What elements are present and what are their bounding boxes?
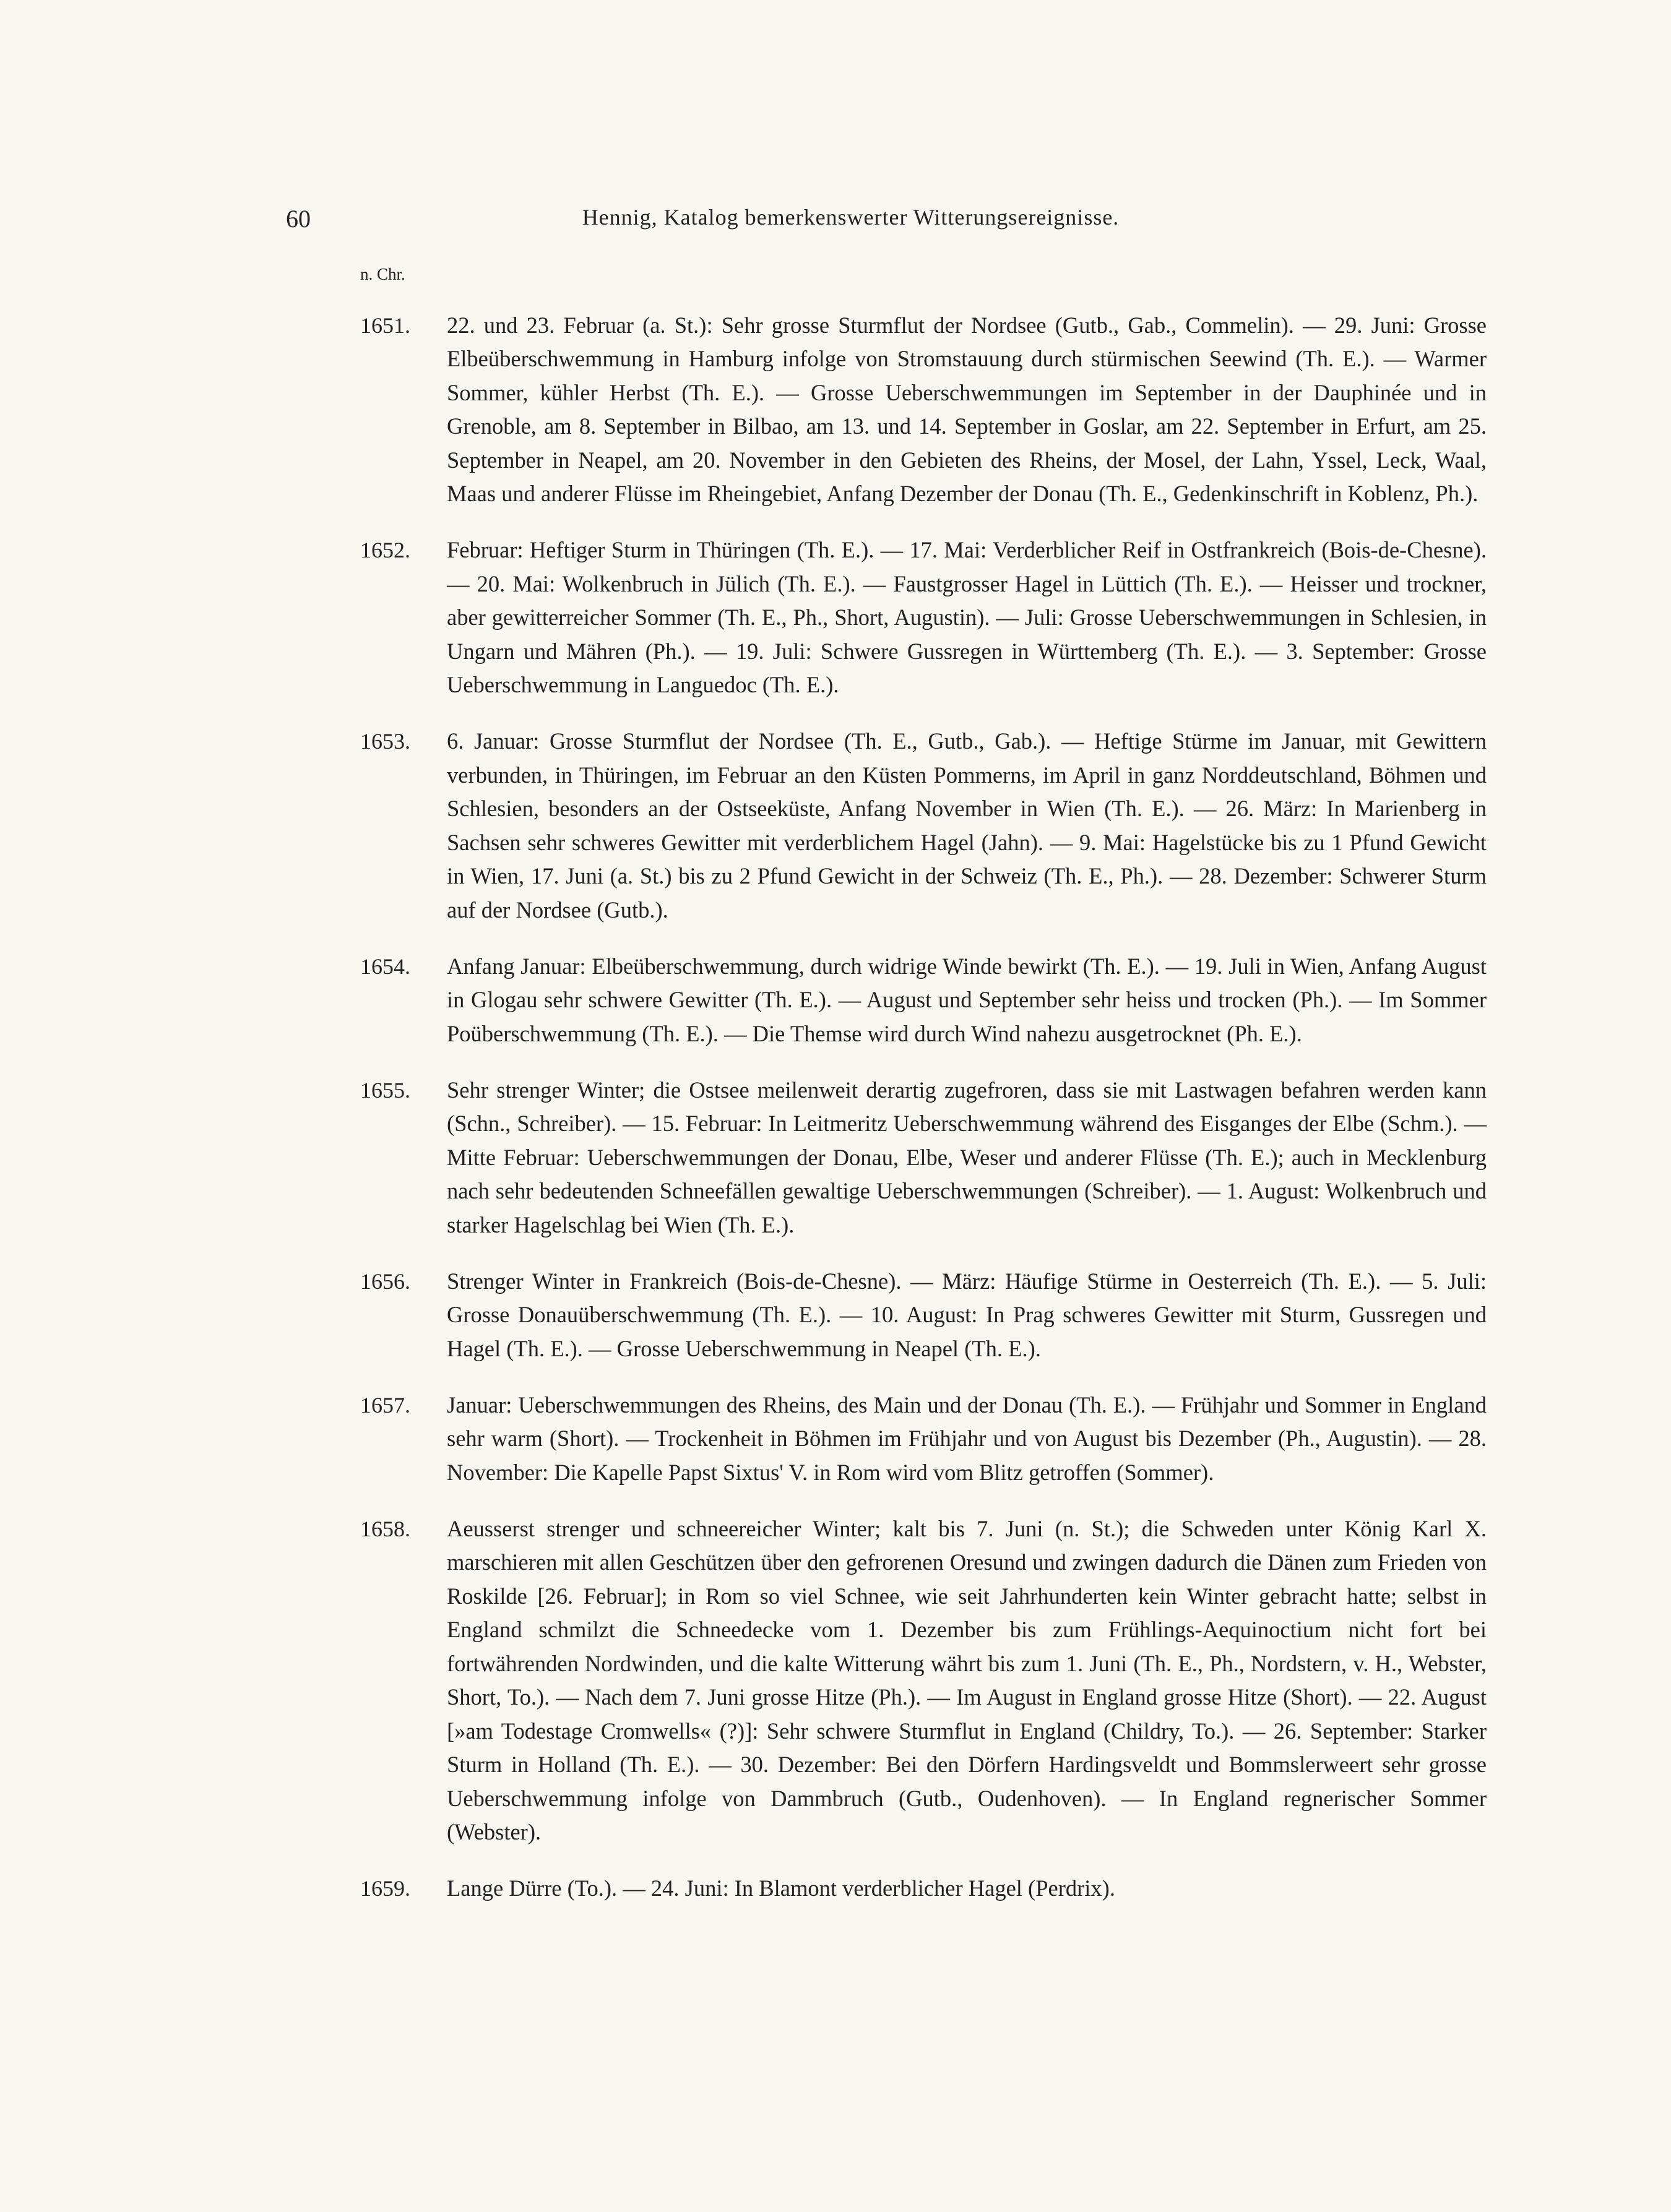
entry-year: 1658. <box>360 1516 410 1541</box>
entry-year: 1651. <box>360 312 410 338</box>
era-label: n. Chr. <box>360 265 405 283</box>
entry-1654 <box>360 950 1487 1051</box>
running-title: Hennig, Katalog bemerkenswerter Witterungsereignisse. <box>582 205 1120 230</box>
entry-text: Lange Dürre (To.). — 24. Juni: In Blamont verderblicher Hagel (Perdrix). <box>447 1875 1115 1901</box>
page-number: 60 <box>286 205 311 233</box>
entry-text: Anfang Januar: Elbeüberschwemmung, durch widrige Winde bewirkt (Th. E.). — 19. Juli in Wien, Anfang August in Glogau sehr schwere Gewitter (Th. E.). — August und September sehr heiss und trocken (Ph.). — Im Sommer Poüberschwemmung (Th. E.). — Die Themse wird durch Wind nahezu ausgetrocknet (Ph. E.). <box>447 953 1487 1046</box>
entry-text: Strenger Winter in Frankreich (Bois-de-Chesne). — März: Häufige Stürme in Oesterreich (Th. E.). — 5. Juli: Grosse Donauüberschwemmung (Th. E.). — 10. August: In Prag schweres Gewitter mit Sturm, Gussregen und Hagel (Th. E.). — Grosse Ueberschwemmung in Neapel (Th. E.). <box>447 1268 1487 1361</box>
entry-text: 22. und 23. Februar (a. St.): Sehr grosse Sturmflut der Nordsee (Gutb., Gab., Commelin). — 29. Juni: Grosse Elbeüberschwemmung in Hamburg infolge von Stromstauung durch stürmischen Seewind (Th. E.). — Warmer Sommer, kühler Herbst (Th. E.). — Grosse Ueberschwemmungen im September in der Dauphinée und in Grenoble, am 8. September in Bilbao, am 13. und 14. September in Goslar, am 22. September in Erfurt, am 25. September in Neapel, am 20. November in den Gebieten des Rheins, der Mosel, der Lahn, Yssel, Leck, Waal, Maas und anderer Flüsse im Rheingebiet, Anfang Dezember der Donau (Th. E., Gedenkinschrift in Koblenz, Ph.). <box>447 312 1487 506</box>
entry-text: Januar: Ueberschwemmungen des Rheins, des Main und der Donau (Th. E.). — Frühjahr und Sommer in England sehr warm (Short). — Trockenheit in Böhmen im Frühjahr und von August bis Dezember (Ph., Augustin). — 28. November: Die Kapelle Papst Sixtus' V. in Rom wird vom Blitz getroffen (Sommer). <box>447 1392 1487 1485</box>
entries-list <box>360 286 1487 1928</box>
entry-1652 <box>360 533 1487 702</box>
entry-1655 <box>360 1074 1487 1242</box>
entry-1657 <box>360 1388 1487 1490</box>
entry-1651 <box>360 309 1487 511</box>
entry-year: 1654. <box>360 953 410 979</box>
entry-year: 1659. <box>360 1876 410 1901</box>
entry-year: 1653. <box>360 729 410 754</box>
entry-text: 6. Januar: Grosse Sturmflut der Nordsee (Th. E., Gutb., Gab.). — Heftige Stürme im Januar, mit Gewittern verbunden, in Thüringen, im Februar an den Küsten Pommerns, im April in ganz Norddeutschland, Böhmen und Schlesien, besonders an der Ostseeküste, Anfang November in Wien (Th. E.). — 26. März: In Marienberg in Sachsen sehr schweres Gewitter mit verderblichem Hagel (Jahn). — 9. Mai: Hagelstücke bis zu 1 Pfund Gewicht in Wien, 17. Juni (a. St.) bis zu 2 Pfund Gewicht in der Schweiz (Th. E., Ph.). — 28. Dezember: Schwerer Sturm auf der Nordsee (Gutb.). <box>447 728 1487 923</box>
entry-1658 <box>360 1512 1487 1849</box>
entry-1653 <box>360 725 1487 927</box>
entry-text: Sehr strenger Winter; die Ostsee meilenweit derartig zugefroren, dass sie mit Lastwagen befahren werden kann (Schn., Schreiber). — 15. Februar: In Leitmeritz Ueberschwemmung während des Eisganges der Elbe (Schm.). — Mitte Februar: Ueberschwemmungen der Donau, Elbe, Weser und anderer Flüsse (Th. E.); auch in Mecklenburg nach sehr bedeutenden Schneefällen gewaltige Ueberschwemmungen (Schreiber). — 1. August: Wolkenbruch und starker Hagelschlag bei Wien (Th. E.). <box>447 1077 1487 1237</box>
entry-text: Februar: Heftiger Sturm in Thüringen (Th. E.). — 17. Mai: Verderblicher Reif in Ostfrankreich (Bois-de-Chesne). — 20. Mai: Wolkenbruch in Jülich (Th. E.). — Faustgrosser Hagel in Lüttich (Th. E.). — Heisser und trockner, aber gewitterreicher Sommer (Th. E., Ph., Short, Augustin). — Juli: Grosse Ueberschwemmungen in Schlesien, in Ungarn und Mähren (Ph.). — 19. Juli: Schwere Gussregen in Württemberg (Th. E.). — 3. September: Grosse Ueberschwemmung in Languedoc (Th. E.). <box>447 537 1487 697</box>
entry-year: 1657. <box>360 1392 410 1418</box>
page-header <box>286 204 1415 241</box>
entry-year: 1656. <box>360 1268 410 1294</box>
entry-1656 <box>360 1265 1487 1366</box>
entry-1659 <box>360 1872 1487 1906</box>
entry-year: 1652. <box>360 538 410 562</box>
entry-year: 1655. <box>360 1077 410 1103</box>
entry-text: Aeusserst strenger und schneereicher Winter; kalt bis 7. Juni (n. St.); die Schweden unter König Karl X. marschieren mit allen Geschützen über den gefrorenen Oresund und zwingen dadurch die Dänen zum Frieden von Roskilde [26. Februar]; in Rom so viel Schnee, wie seit Jahrhunderten kein Winter gebracht hatte; selbst in England schmilzt die Schneedecke vom 1. Dezember bis zum Frühlings-Aequinoctium nicht fort bei fortwährenden Nordwinden, und die kalte Witterung währt bis zum 1. Juni (Th. E., Ph., Nordstern, v. H., Webster, Short, To.). — Nach dem 7. Juni grosse Hitze (Ph.). — Im August in England grosse Hitze (Short). — 22. August [»am Todestage Cromwells« (?)]: Sehr schwere Sturmflut in England (Childry, To.). — 26. September: Starker Sturm in Holland (Th. E.). — 30. Dezember: Bei den Dörfern Hardingsveldt und Bommslerweert sehr grosse Ueberschwemmung infolge von Dammbruch (Gutb., Oudenhoven). — In England regnerischer Sommer (Webster). <box>447 1515 1487 1844</box>
